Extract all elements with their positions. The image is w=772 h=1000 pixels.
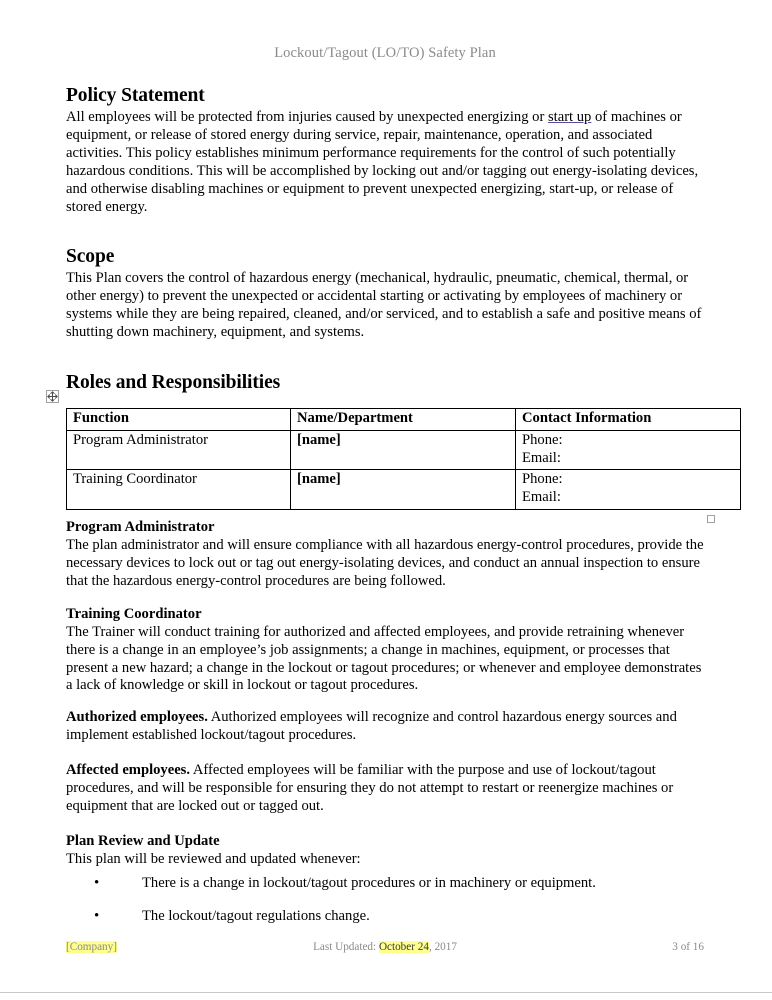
table-resize-handle-icon[interactable] <box>707 515 715 523</box>
start-up-link[interactable]: start up <box>547 109 592 126</box>
authorized-employees-paragraph <box>66 709 704 745</box>
plan-review-intro: This plan will be reviewed and updated whenever: <box>66 850 361 867</box>
section-scope <box>66 246 704 342</box>
roles-table-wrapper <box>66 408 704 510</box>
policy-statement-paragraph <box>66 109 704 216</box>
policy-text-after-link: of machines or equipment, or release of stored energy during service, repair, maintenance, operation, and associated activities. This policy establishes minimum performance requirements for the control of such potentially hazardous conditions. This will be accomplished by locking out and/or tagging out energy-isolating devices, and otherwise disabling machines or equipment to prevent unexpected energizing, start-up, or release of stored energy. <box>66 109 699 215</box>
policy-text-before-link: All employees will be protected from injuries caused by unexpected energizing or <box>66 109 548 126</box>
section-program-administrator <box>66 519 704 590</box>
training-coordinator-paragraph: The Trainer will conduct training for authorized and affected employees, and provide retraining whenever there is a change in an employee’s job assignments; a change in machines, equipment, or processes that present a new hazard; a change in the lockout or tagout procedures; or whenever and employee demonstrates a lack of knowledge or skill in lockout or tagout procedures. <box>66 623 702 694</box>
affected-employees-paragraph <box>66 762 704 816</box>
footer-company-placeholder[interactable]: [Company] <box>66 941 117 953</box>
table-cell-function: Program Administrator <box>67 430 291 470</box>
table-cell-function: Training Coordinator <box>67 470 291 510</box>
table-column-header-function: Function <box>67 409 291 431</box>
footer-updated-year: , 2017 <box>428 941 457 953</box>
table-cell-contact[interactable] <box>516 470 741 510</box>
authorized-employees-text: Authorized employees will recognize and control hazardous energy sources and implement established lockout/tagout procedures. <box>66 709 677 743</box>
footer-updated-date[interactable]: October 24 <box>378 941 429 953</box>
footer-page-number: 3 of 16 <box>672 941 704 953</box>
table-move-handle-icon[interactable] <box>46 390 59 403</box>
table-row <box>67 470 741 510</box>
table-cell-name[interactable]: [name] <box>291 470 516 510</box>
footer-last-updated <box>66 941 704 953</box>
scope-paragraph: This Plan covers the control of hazardous energy (mechanical, hydraulic, pneumatic, chemical, thermal, or other energy) to prevent the unexpected or accidental starting or activating by employees of machinery or systems while they are being repaired, cleaned, and/or serviced, and to establish a safe and positive means of shutting down machinery, equipment, and systems. <box>66 270 702 341</box>
table-cell-name[interactable]: [name] <box>291 430 516 470</box>
section-plan-review-and-update <box>66 833 704 942</box>
contact-phone-label: Phone: <box>522 431 563 448</box>
footer-updated-label: Last Updated: <box>313 941 379 953</box>
affected-employees-lead: Affected employees. <box>66 762 190 778</box>
section-roles-and-responsibilities <box>66 372 704 506</box>
section-authorized-employees <box>66 709 704 745</box>
section-affected-employees <box>66 762 704 816</box>
table-row <box>67 430 741 470</box>
document-running-header: Lockout/Tagout (LO/TO) Safety Plan <box>274 45 496 61</box>
table-cell-contact[interactable] <box>516 430 741 470</box>
table-column-header-contact-information: Contact Information <box>516 409 741 431</box>
list-item-label: The lockout/tagout regulations change. <box>142 908 370 925</box>
authorized-employees-lead: Authorized employees. <box>66 709 208 725</box>
roles-table <box>66 408 741 510</box>
section-training-coordinator <box>66 606 704 695</box>
training-coordinator-heading: Training Coordinator <box>66 606 202 622</box>
program-administrator-heading: Program Administrator <box>66 519 215 535</box>
policy-statement-heading: Policy Statement <box>66 85 205 106</box>
contact-email-label: Email: <box>522 489 561 506</box>
list-item <box>66 908 704 926</box>
list-item-label: There is a change in lockout/tagout procedures or in machinery or equipment. <box>142 874 596 891</box>
bullet-icon: • <box>94 874 100 891</box>
table-column-header-name-department: Name/Department <box>291 409 516 431</box>
contact-email-label: Email: <box>522 449 561 466</box>
bullet-icon: • <box>94 908 100 925</box>
scope-heading: Scope <box>66 246 115 267</box>
affected-employees-text: Affected employees will be familiar with the purpose and use of lockout/tagout procedures, and will be responsible for ensuring they do not attempt to restart or reenergize machines or equipment that are locked out or tagged out. <box>66 762 674 814</box>
program-administrator-paragraph: The plan administrator and will ensure compliance with all hazardous energy-control procedures, provide the necessary devices to lock out or tag out energy-isolating devices, and conduct an annual inspection to ensure that the hazardous energy-control procedures are being followed. <box>66 536 704 589</box>
roles-heading: Roles and Responsibilities <box>66 372 281 393</box>
section-policy-statement <box>66 85 704 217</box>
table-header-row <box>67 409 741 431</box>
contact-phone-label: Phone: <box>522 471 563 488</box>
plan-review-heading: Plan Review and Update <box>66 833 220 849</box>
plan-review-bullet-list <box>66 875 704 927</box>
list-item <box>66 875 704 893</box>
